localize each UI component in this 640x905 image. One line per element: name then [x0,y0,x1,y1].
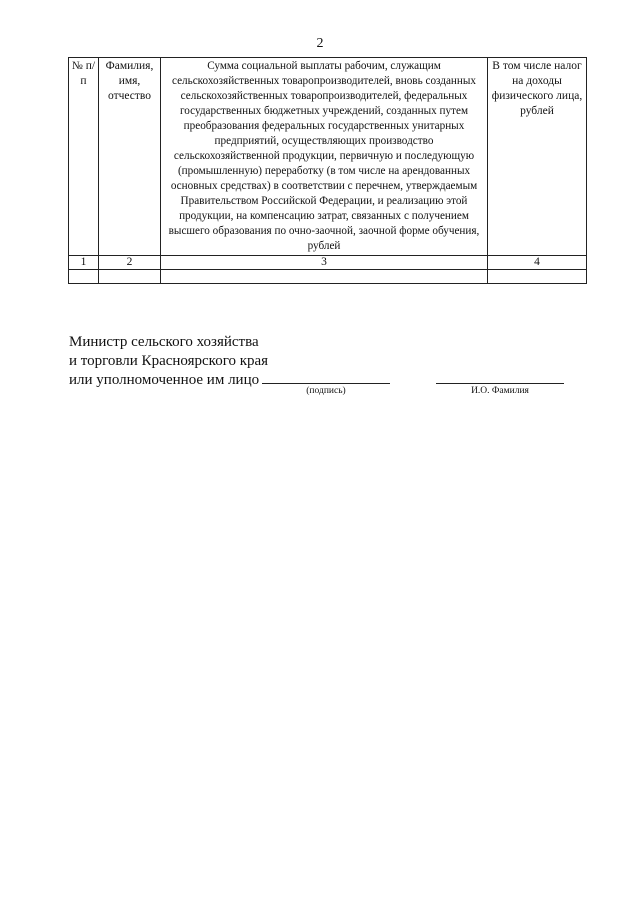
name-caption: И.О. Фамилия [471,386,529,396]
column-number: 2 [99,256,161,270]
signature-line [262,383,390,384]
signatory-title-line: или уполномоченное им лицо [69,372,260,388]
table-header-row [69,58,587,256]
page-number: 2 [316,36,324,51]
payment-table [68,57,587,284]
column-number: 4 [488,256,587,270]
column-numbers-row [69,256,587,270]
table-cell [161,270,488,284]
column-number: 1 [69,256,99,270]
header-full-name: Фамилия, имя, отчество [99,58,161,256]
table-row [69,270,587,284]
header-number: № п/п [69,58,99,256]
table-cell [99,270,161,284]
header-payment-sum: Сумма социальной выплаты рабочим, служащим сельскохозяйственных товаропроизводителей, вновь созданных сельскохозяйственных товаропроизводителей, федеральных государственных бюджетных учреждений, созданных путем преобразования федеральных государственных унитарных предприятий, осуществляющих производство сельскохозяйственной продукции, первичную и последующую (промышленную) переработку (в том числе на арендованных основных средствах) в соответствии с перечнем, утверждаемым Правительством Российской Федерации, и реализацию этой продукции, на компенсацию затрат, связанных с получением высшего образования по очно-заочной, заочной форме обучения, рублей [161,58,488,256]
signature-caption: (подпись) [306,386,346,396]
column-number: 3 [161,256,488,270]
signatory-title-line: и торговли Красноярского края [69,353,269,369]
table-cell [488,270,587,284]
table-cell [69,270,99,284]
signatory-title [69,333,268,390]
name-line [436,383,564,384]
header-income-tax: В том числе налог на доходы физического лица, рублей [488,58,587,256]
signatory-title-line: Министр сельского хозяйства [69,334,259,350]
